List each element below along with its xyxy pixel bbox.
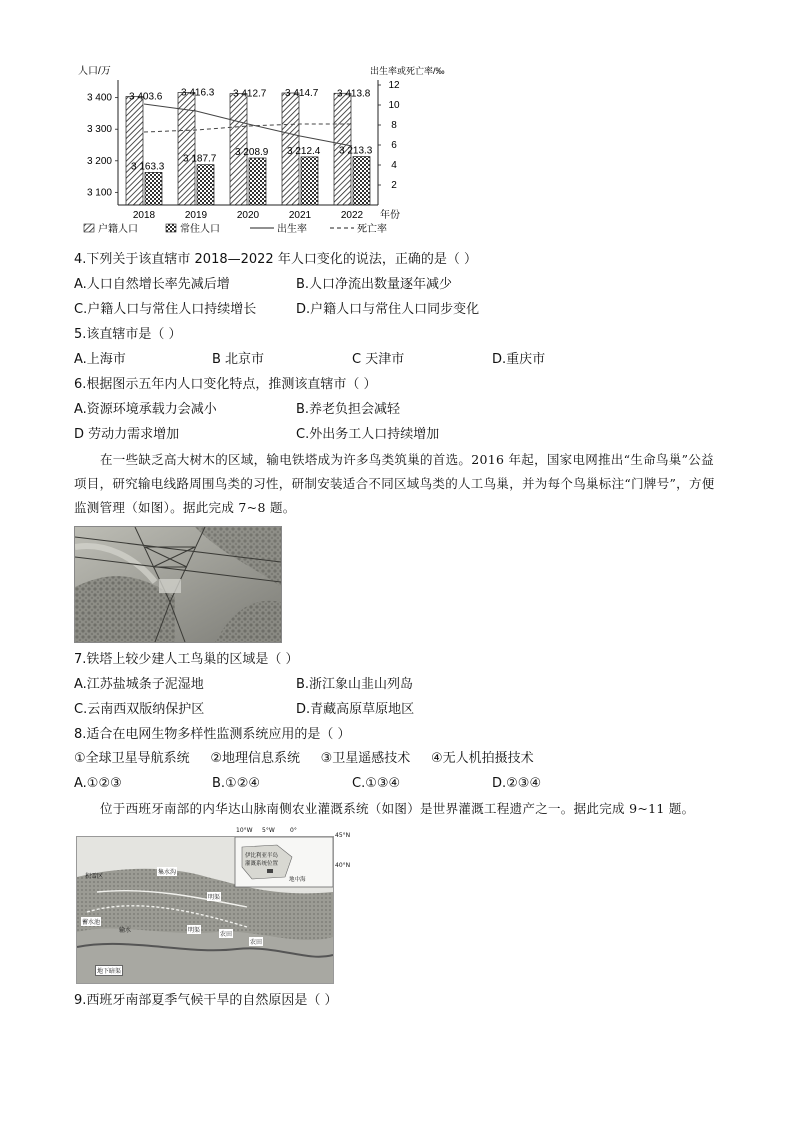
question-8-stem: 8.适合在电网生物多样性监测系统应用的是（ ） bbox=[74, 727, 351, 742]
bar-changzhu-2020 bbox=[249, 158, 266, 205]
q4-option-c[interactable]: C.户籍人口与常住人口持续增长 bbox=[74, 302, 257, 317]
x-tick-label: 2019 bbox=[184, 210, 208, 221]
y-tick-right: 2 bbox=[391, 180, 397, 191]
q6-option-d[interactable]: D 劳动力需求增加 bbox=[74, 427, 180, 442]
inset-label-location: 灌溉系统位置 bbox=[245, 861, 279, 867]
legend-swatch-changzhu bbox=[166, 224, 176, 232]
x-axis-title: 年份 bbox=[380, 210, 400, 221]
map-label-field-1: 农田 bbox=[220, 931, 233, 938]
inset-coord-45n: 45°N bbox=[335, 832, 351, 839]
question-5-stem: 5.该直辖市是（ ） bbox=[74, 327, 182, 342]
q5-option-d[interactable]: D.重庆市 bbox=[492, 352, 546, 367]
q4-option-d[interactable]: D.户籍人口与常住人口同步变化 bbox=[296, 302, 480, 317]
y-tick-right: 10 bbox=[388, 100, 400, 111]
bar-label-changzhu: 3 163.3 bbox=[131, 161, 165, 173]
bar-label-huji: 3 412.7 bbox=[233, 88, 267, 100]
map-label-transport: 输水 bbox=[119, 927, 132, 934]
x-tick-label: 2022 bbox=[340, 210, 364, 221]
inset-coord-0: 0° bbox=[290, 827, 297, 834]
y-tick-right: 12 bbox=[388, 80, 400, 91]
irrigation-map bbox=[76, 836, 334, 984]
q6-option-b[interactable]: B.养老负担会减轻 bbox=[296, 402, 401, 417]
y-tick-right: 8 bbox=[391, 120, 397, 131]
question-9-stem: 9.西班牙南部夏季气候干旱的自然原因是（ ） bbox=[74, 993, 338, 1008]
y-tick-left: 3 300 bbox=[86, 124, 112, 136]
q6-option-c[interactable]: C.外出务工人口持续增加 bbox=[296, 427, 440, 442]
y-tick-left: 3 200 bbox=[86, 155, 112, 167]
bar-label-changzhu: 3 213.3 bbox=[339, 145, 373, 157]
bar-label-huji: 3 413.8 bbox=[337, 88, 371, 100]
q7-option-c[interactable]: C.云南西双版纳保护区 bbox=[74, 702, 205, 717]
power-tower-photo bbox=[74, 526, 282, 643]
bar-label-changzhu: 3 187.7 bbox=[183, 153, 217, 165]
legend-label-huji: 户籍人口 bbox=[98, 224, 138, 235]
q8-option-c[interactable]: C.①③④ bbox=[352, 776, 401, 791]
q4-option-a[interactable]: A.人口自然增长率先减后增 bbox=[74, 277, 230, 292]
q7-option-b[interactable]: B.浙江象山韭山列岛 bbox=[296, 677, 414, 692]
inset-label-med: 地中海 bbox=[289, 877, 306, 883]
q5-option-a[interactable]: A.上海市 bbox=[74, 352, 126, 367]
x-tick-label: 2021 bbox=[288, 210, 312, 221]
legend-swatch-huji bbox=[84, 224, 94, 232]
line-death-rate bbox=[144, 124, 352, 132]
y-axis-right-title: 出生率或死亡率/‰ bbox=[370, 66, 445, 76]
map-label-reservoir: 蓄水池 bbox=[82, 919, 101, 926]
q5-option-b[interactable]: B 北京市 bbox=[212, 352, 265, 367]
y-tick-left: 3 400 bbox=[86, 92, 112, 104]
bar-label-huji: 3 414.7 bbox=[285, 87, 319, 99]
bar-label-changzhu: 3 212.4 bbox=[287, 145, 321, 157]
map-label-underground: 地下暗渠 bbox=[95, 965, 123, 976]
q8-option-a[interactable]: A.①②③ bbox=[74, 776, 122, 791]
x-tick-label: 2020 bbox=[236, 210, 260, 221]
map-label-field-2: 农田 bbox=[250, 939, 263, 946]
bar-changzhu-2021 bbox=[301, 157, 318, 205]
y-tick-left: 3 100 bbox=[86, 187, 112, 199]
y-tick-right: 6 bbox=[391, 140, 397, 151]
passage-spain-irrigation: 位于西班牙南部的内华达山脉南侧农业灌溉系统（如图）是世界灌溉工程遗产之一。据此完成 9~11 题。 bbox=[100, 801, 695, 816]
inset-label-iberia: 伊比利亚半岛 bbox=[245, 853, 279, 859]
question-7-stem: 7.铁塔上较少建人工鸟巢的区域是（ ） bbox=[74, 652, 299, 667]
inset-coord-10w: 10°W bbox=[236, 827, 253, 834]
legend-label-birth: 出生率 bbox=[277, 224, 307, 235]
line-birth-rate bbox=[144, 104, 352, 146]
q6-option-a[interactable]: A.资源环境承载力会减小 bbox=[74, 402, 217, 417]
question-4-stem: 4.下列关于该直辖市 2018—2022 年人口变化的说法，正确的是（ ） bbox=[74, 252, 477, 267]
bar-label-changzhu: 3 208.9 bbox=[235, 146, 269, 158]
map-label-canal-1: 明渠 bbox=[208, 894, 221, 901]
q7-option-d[interactable]: D.青藏高原草原地区 bbox=[296, 702, 415, 717]
y-tick-right: 4 bbox=[391, 160, 397, 171]
map-label-canal-2: 明渠 bbox=[188, 927, 201, 934]
q7-option-a[interactable]: A.江苏盐城条子泥湿地 bbox=[74, 677, 204, 692]
bar-label-huji: 3 403.6 bbox=[129, 91, 163, 103]
bar-label-huji: 3 416.3 bbox=[181, 87, 215, 99]
legend-label-death: 死亡率 bbox=[357, 224, 387, 235]
map-label-snow: 积雪区 bbox=[85, 873, 104, 880]
q8-items: ①全球卫星导航系统 ②地理信息系统 ③卫星遥感技术 ④无人机拍摄技术 bbox=[74, 751, 534, 766]
y-axis-left-title: 人口/万 bbox=[78, 66, 111, 77]
bar-changzhu-2018 bbox=[145, 172, 162, 205]
bar-huji-2018 bbox=[126, 96, 143, 205]
x-tick-label: 2018 bbox=[132, 210, 156, 221]
question-6-stem: 6.根据图示五年内人口变化特点，推测该直辖市（ ） bbox=[74, 377, 377, 392]
map-label-ditch: 集水沟 bbox=[158, 869, 177, 876]
population-chart bbox=[74, 60, 484, 245]
inset-coord-5w: 5°W bbox=[262, 827, 275, 834]
q8-option-b[interactable]: B.①②④ bbox=[212, 776, 261, 791]
legend-label-changzhu: 常住人口 bbox=[180, 224, 220, 235]
bar-changzhu-2022 bbox=[353, 157, 370, 205]
q5-option-c[interactable]: C 天津市 bbox=[352, 352, 405, 367]
bar-changzhu-2019 bbox=[197, 165, 214, 205]
q8-option-d[interactable]: D.②③④ bbox=[492, 776, 542, 791]
q4-option-b[interactable]: B.人口净流出数量逐年减少 bbox=[296, 277, 453, 292]
passage-bird-nest: 在一些缺乏高大树木的区域，输电铁塔成为许多鸟类筑巢的首选。2016 年起，国家电网推出“生命鸟巢”公益项目，研究输电线路周围鸟类的习性，研制安装适合不同区域鸟类的人工鸟巢，并为每个鸟巢标注“门牌号”，方便监测管理（如图）。据此完成 7~8 题。 bbox=[74, 452, 715, 515]
inset-coord-40n: 40°N bbox=[335, 862, 351, 869]
